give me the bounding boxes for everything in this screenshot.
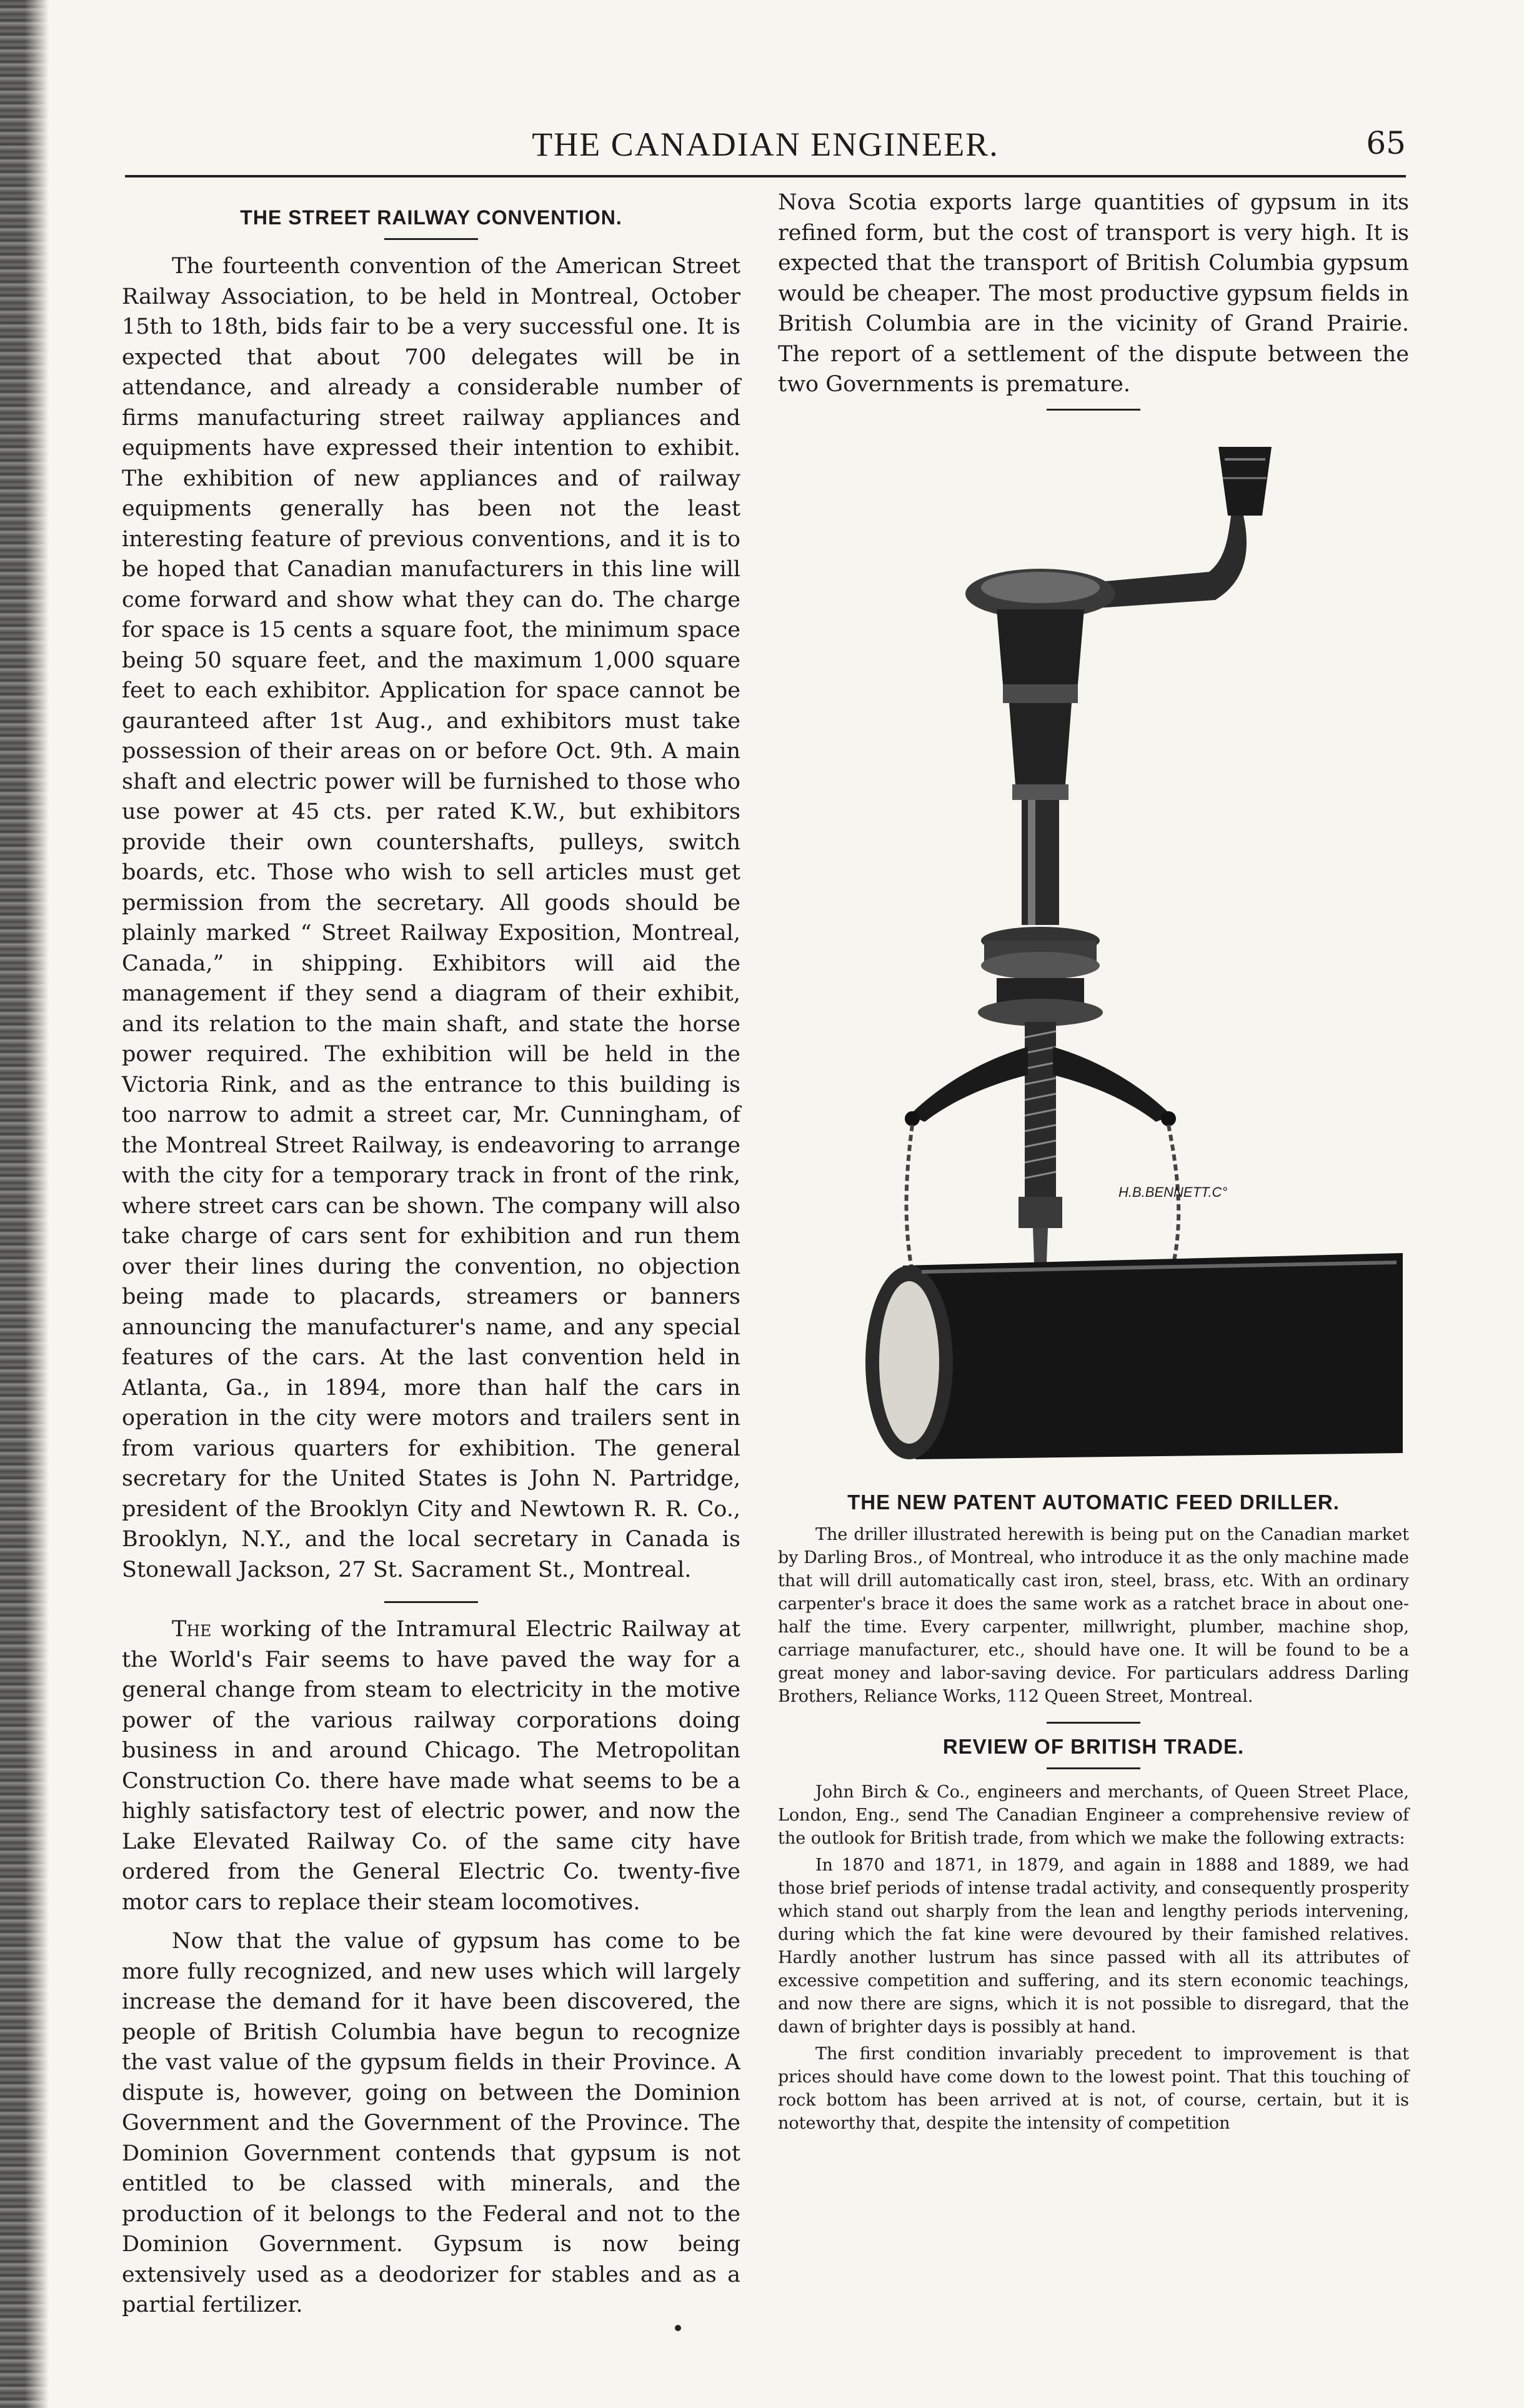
- street-railway-paragraph: The fourteenth convention of the American Street Railway Association, to be held in Montreal, October 15th to 18th, bids fair to be a very successful one. It is expected that about 700 delegates will be in attendance, and already a considerable number of firms manufacturing street railway appliances and equipments have expressed their intention to exhibit. The exhibition of new appliances and of railway equipments generally has been not the least interesting feature of previous conventions, and it is to be hoped that Canadian manufacturers in this line will come forward and show what they can do. The charge for space is 15 cents a square foot, the minimum space being 50 square feet, and the maximum 1,000 square feet to each exhibitor. Application for space cannot be gauranteed after 1st Aug., and exhibitors must take possession of their areas on or before Oct. 9th. A main shaft and electric power will be furnished to those who use power at 45 cts. per rated K.W., but exhibitors provide their own countershafts, pulleys, switch boards, etc. Those who wish to sell articles must get permission from the secretary. All goods should be plainly marked “ Street Railway Exposition, Montreal, Canada,” in shipping. Exhibitors will aid the management if they send a diagram of their exhibit, and its relation to the main shaft, and state the horse power required. The exhibition will be held in the Victoria Rink, and as the entrance to this building is too narrow to admit a street car, Mr. Cunningham, of the Montreal Street Railway, is endeavoring to arrange with the city for a temporary track in front of the rink, where street cars can be shown. The company will also take charge of cars sent for exhibition and run them over their lines during the convention, no objection being made to placards, streamers or banners announcing the manufacturer's name, and any special features of the cars. At the last convention held in Atlanta, Ga., in 1894, more than half the cars in operation in the city were motors and trailers sent in from various quarters for exhibition. The general secretary for the United States is John N. Partridge, president of the Brooklyn City and Newtown R. R. Co., Brooklyn, N.Y., and the local secretary in Canada is Stonewall Jackson, 27 St. Sacrament St., Montreal.: [122, 254, 740, 1582]
- left-column: [122, 187, 740, 2329]
- driller-paragraph: The driller illustrated herewith is being put on the Canadian market by Darling Bros., of Montreal, who introduce it as the only machine made that will drill automatically cast iron, steel, brass, etc. With an ordinary carpenter's brace it does the same work as a ratchet brace in about one-half the time. Every carpenter, millwright, plumber, machine shop, carriage manufacturer, etc., should have one. It will be found to be a great money and labor-saving device. For particulars address Darling Brothers, Reliance Works, 112 Queen Street, Montreal.: [778, 1524, 1409, 1706]
- page-number: 65: [1366, 125, 1406, 161]
- intramural-paragraph: [122, 1614, 740, 1917]
- british-trade-intro: John Birch & Co., engineers and merchants, of Queen Street Place, London, Eng., send The Canadian Engineer a comprehensive review of the outlook for British trade, from which we make the following extracts:: [778, 1782, 1409, 1848]
- section-rule: [384, 1601, 478, 1603]
- gypsum-paragraph: Now that the value of gypsum has come to be more fully recognized, and new uses which will largely increase the demand for it have been discovered, the people of British Columbia have begun to recognize the vast value of the gypsum fields in their Province. A dispute is, however, going on between the Dominion Government and the Government of the Province. The Dominion Government contends that gypsum is not entitled to be classed with minerals, and the production of it belongs to the Federal and not to the Dominion Government. Gypsum is now being extensively used as a deodorizer for stables and as a partial fertilizer.: [122, 1929, 740, 2317]
- drill-illustration-icon: [778, 422, 1409, 1472]
- footer-dot: [675, 2325, 681, 2331]
- section-rule: [1047, 1767, 1140, 1769]
- intramural-text: working of the Intramural Electric Railway at the World's Fair seems to have paved the way for a general change from steam to electricity in the motive power of the various railway corporations doing business in and around Chicago. The Metropolitan Construction Co. there have made what seems to be a highly satisfactory test of electric power, and now the Lake Elevated Railway Co. of the same city have ordered from the General Electric Co. twenty-five motor cars to replace their steam locomotives.: [122, 1617, 740, 1915]
- journal-title: THE CANADIAN ENGINEER.: [532, 126, 999, 163]
- book-spine-edge: [0, 0, 49, 2408]
- section-rule: [384, 238, 478, 240]
- intramural-lead-word: The: [172, 1617, 212, 1642]
- engraver-credit: H.B.BENNETT.C°: [1118, 1184, 1228, 1200]
- drill-figure: [778, 422, 1409, 1472]
- header-rule: [125, 175, 1406, 177]
- right-column: [778, 187, 1409, 2139]
- street-railway-heading: THE STREET RAILWAY CONVENTION.: [240, 206, 622, 229]
- page-header: [125, 125, 1406, 169]
- british-trade-paragraph-1: In 1870 and 1871, in 1879, and again in 1888 and 1889, we had those brief periods of intense tradal activity, and consequently prosperity which stand out sharply from the lean and lengthy periods intervening, during which the fat kine were devoured by their famished relatives. Hardly another lustrum has since passed with all its attributes of excessive competition and suffering, and its stern economic teachings, and now there are signs, which it is not possible to disregard, that the dawn of brighter days is possibly at hand.: [778, 1855, 1409, 2037]
- british-trade-heading: REVIEW OF BRITISH TRADE.: [942, 1734, 1245, 1758]
- section-rule: [1047, 1722, 1140, 1724]
- section-rule: [1047, 409, 1140, 411]
- british-trade-paragraph-2: The first condition invariably precedent to improvement is that prices should have come down to the lowest point. That this touching of rock bottom has been arrived at is not, of course, certain, but it is noteworthy that, despite the intensity of competition: [778, 2044, 1409, 2133]
- gypsum-continuation: Nova Scotia exports large quantities of gypsum in its refined form, but the cost of transport is very high. It is expected that the transport of British Columbia gypsum would be cheaper. The most productive gypsum fields in British Columbia are in the vicinity of Grand Prairie. The report of a settlement of the dispute between the two Governments is premature.: [778, 190, 1409, 397]
- driller-heading: THE NEW PATENT AUTOMATIC FEED DRILLER.: [847, 1490, 1340, 1514]
